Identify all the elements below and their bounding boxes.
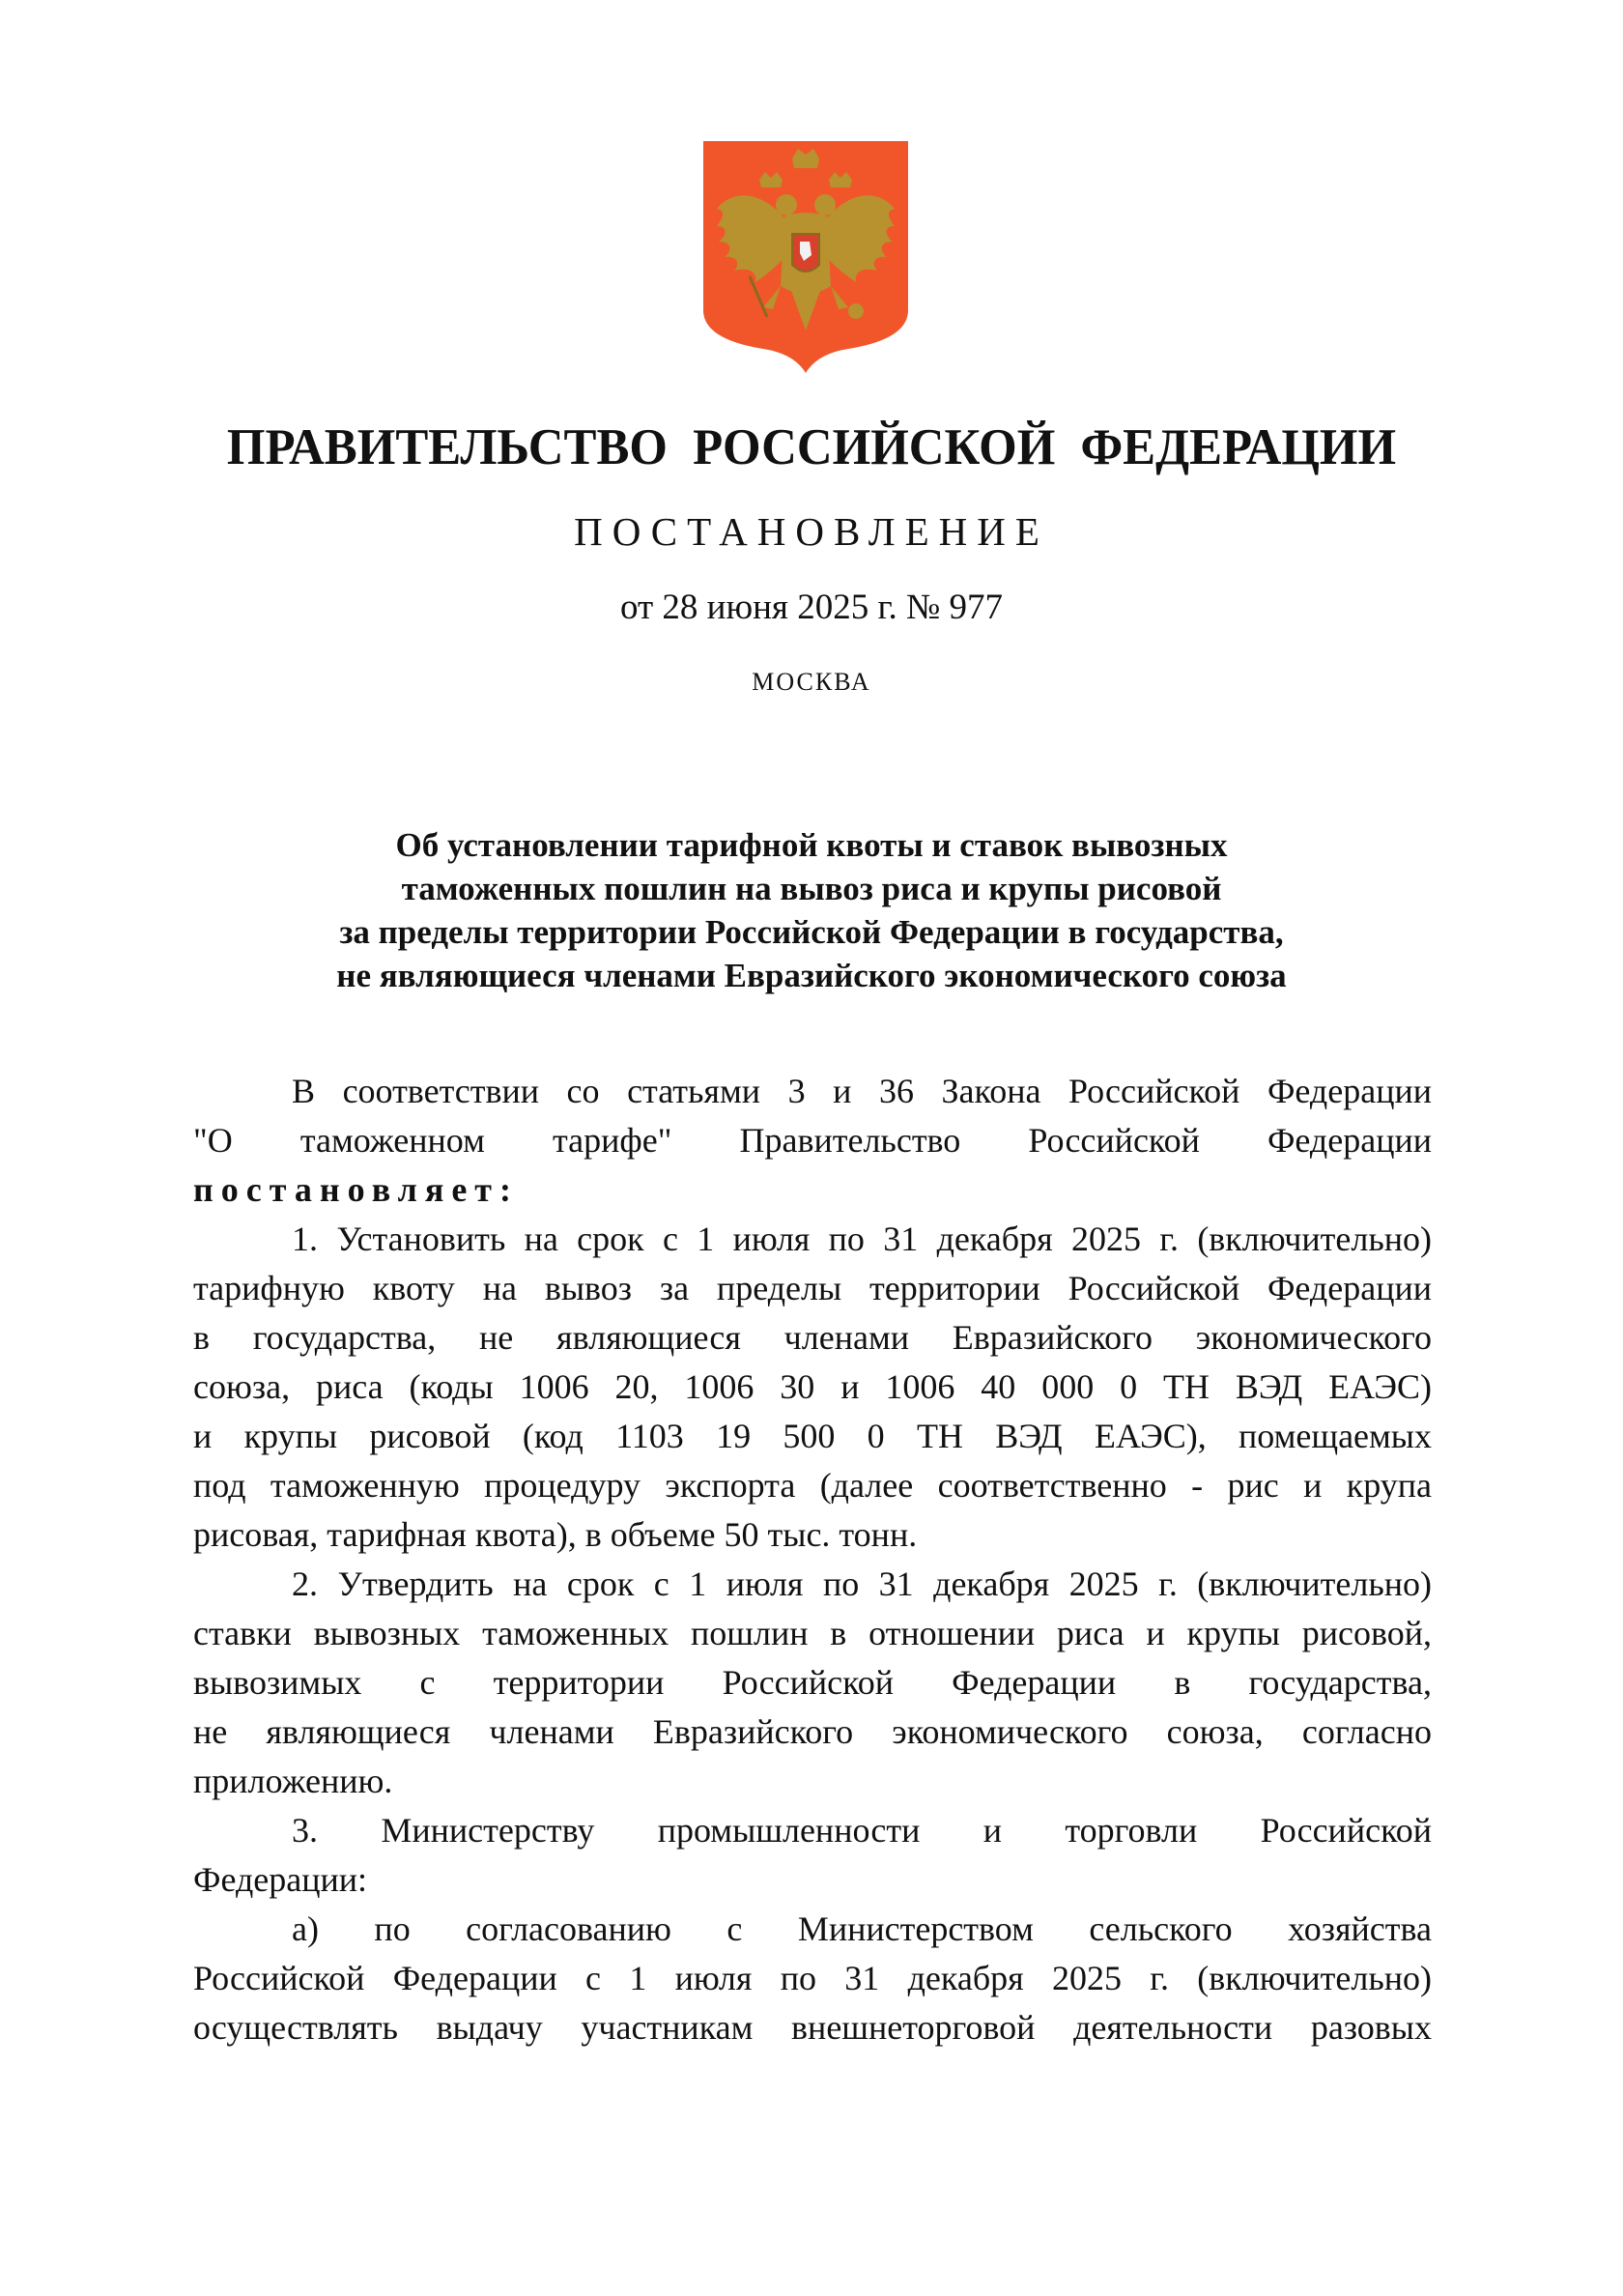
resolves-keyword: постановляет: — [193, 1170, 519, 1209]
government-name: ПРАВИТЕЛЬСТВО РОССИЙСКОЙ ФЕДЕРАЦИИ — [226, 419, 1397, 475]
body-line: ставки вывозных таможенных пошлин в отношении риса и крупы рисовой, — [193, 1614, 1432, 1652]
body-line: 2. Утвердить на срок с 1 июля по 31 декабря 2025 г. (включительно) — [292, 1564, 1432, 1603]
body-line: приложению. — [193, 1762, 393, 1800]
body-line: рисовая, тарифная квота), в объеме 50 тыс. тонн. — [193, 1515, 918, 1554]
body-line: Российской Федерации с 1 июля по 31 декабря 2025 г. (включительно) — [193, 1959, 1432, 1997]
body-line: вывозимых с территории Российской Федерации в государства, — [193, 1663, 1432, 1702]
body-line: в государства, не являющиеся членами Евразийского экономического — [193, 1318, 1432, 1357]
document-type: ПОСТАНОВЛЕНИЕ — [574, 509, 1049, 554]
body-line: а) по согласованию с Министерством сельского хозяйства — [292, 1909, 1432, 1948]
body-line: не являющиеся членами Евразийского экономического союза, согласно — [193, 1712, 1432, 1751]
body-line: В соответствии со статьями 3 и 36 Закона Российской Федерации — [292, 1072, 1432, 1110]
title-line: не являющиеся членами Евразийского экономического союза — [336, 957, 1287, 994]
body-line: тарифную квоту на вывоз за пределы территории Российской Федерации — [193, 1269, 1432, 1307]
title-line: за пределы территории Российской Федерации в государства, — [339, 913, 1284, 951]
body-line: "О таможенном тарифе" Правительство Российской Федерации — [193, 1121, 1432, 1160]
title-line: Об установлении тарифной квоты и ставок вывозных — [395, 826, 1228, 864]
body-line: Федерации: — [193, 1860, 368, 1899]
russian-coat-of-arms-icon — [703, 141, 908, 373]
title-line: таможенных пошлин на вывоз риса и крупы рисовой — [401, 870, 1222, 907]
body-line: союза, риса (коды 1006 20, 1006 30 и 1006 40 000 0 ТН ВЭД ЕАЭС) — [193, 1367, 1432, 1406]
body-line: 1. Установить на срок с 1 июля по 31 декабря 2025 г. (включительно) — [292, 1220, 1432, 1258]
city: МОСКВА — [752, 668, 871, 696]
body-line: под таможенную процедуру экспорта (далее соответственно - рис и крупа — [193, 1466, 1432, 1505]
body-line: 3. Министерству промышленности и торговли Российской — [292, 1811, 1432, 1850]
document-date-number: от 28 июня 2025 г. № 977 — [620, 588, 1003, 627]
body-line: и крупы рисовой (код 1103 19 500 0 ТН ВЭД ЕАЭС), помещаемых — [193, 1417, 1432, 1455]
body-line: осуществлять выдачу участникам внешнеторговой деятельности разовых — [193, 2008, 1432, 2047]
document-body — [193, 1067, 1432, 2052]
document-title — [193, 823, 1430, 997]
coat-of-arms-emblem — [703, 141, 908, 373]
